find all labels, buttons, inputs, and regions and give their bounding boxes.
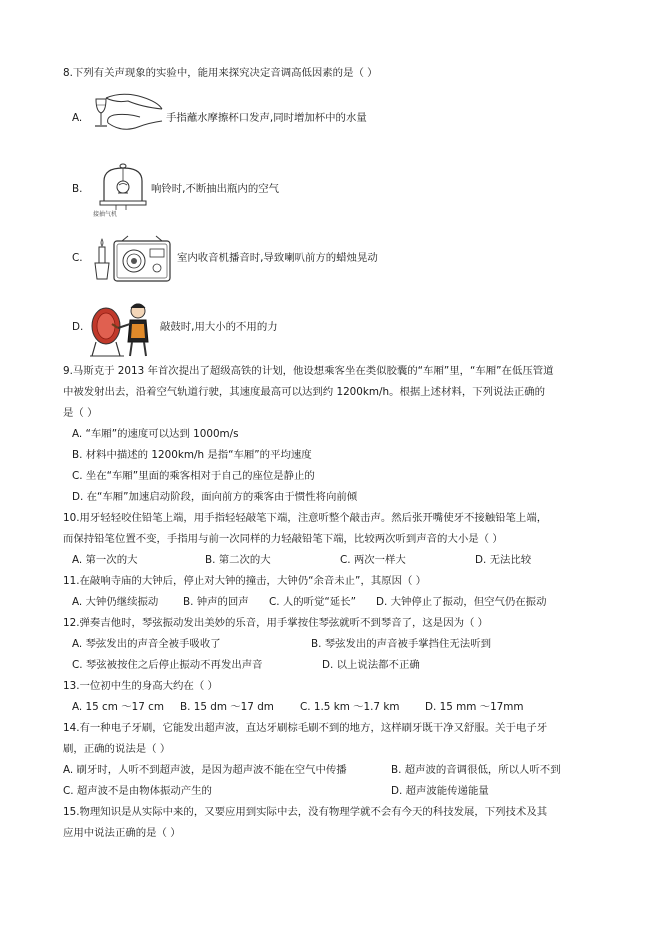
q12-option-a: A. 琴弦发出的声音全被手吸收了 [72, 638, 221, 650]
q10-option-d: D. 无法比较 [475, 554, 532, 566]
q9-option-a: A. “车厢”的速度可以达到 1000m/s [72, 428, 239, 440]
q9-option-c: C. 坐在“车厢”里面的乘客相对于自己的座位是静止的 [72, 470, 315, 482]
q11-option-c: C. 人的听觉“延长” [269, 596, 356, 608]
q9-stem-line-1: 9.马斯克于 2013 年首次提出了超级高铁的计划，他设想乘客坐在类似胶囊的“车厢”里，“车厢”在低压管道 [63, 365, 554, 377]
q9-option-d: D. 在“车厢”加速启动阶段，面向前方的乘客由于惯性将向前倾 [72, 491, 358, 503]
q13-option-a: A. 15 cm ～17 cm [72, 701, 164, 713]
q8-stem: 8.下列有关声现象的实验中，能用来探究决定音调高低因素的是（ ） [63, 67, 378, 79]
q13-option-b: B. 15 dm ～17 dm [180, 701, 274, 713]
q10-stem-line-2: 而保持铅笔位置不变，手指用与前一次同样的力轻敲铅笔下端，比较两次听到声音的大小是（ ） [63, 533, 503, 545]
q11-option-a: A. 大钟仍继续振动 [72, 596, 159, 608]
q14-option-c: C. 超声波不是由物体振动产生的 [63, 785, 212, 797]
q8-option-c-text: 室内收音机播音时,导致喇叭前方的蜡烛晃动 [177, 252, 378, 264]
bell-jar-caption: 接抽气机 [93, 211, 118, 218]
bell-jar-icon [96, 163, 150, 213]
radio-candle-icon [92, 235, 172, 283]
q8-option-b-letter: B. [72, 183, 83, 195]
q15-stem-line-1: 15.物理知识是从实际中来的，又要应用到实际中去，没有物理学就不会有今天的科技发展，下列技术及其 [63, 806, 548, 818]
q14-option-b: B. 超声波的音调很低，所以人听不到 [391, 764, 561, 776]
q12-stem: 12.弹奏吉他时，琴弦振动发出美妙的乐音，用手掌按住琴弦就听不到琴音了，这是因为（ ） [63, 617, 489, 629]
q9-stem-line-3: 是（ ） [63, 407, 98, 419]
q12-option-c: C. 琴弦被按住之后停止振动不再发出声音 [72, 659, 263, 671]
q12-option-b: B. 琴弦发出的声音被手掌挡住无法听到 [311, 638, 491, 650]
q8-option-b-text: 响铃时,不断抽出瓶内的空气 [151, 183, 279, 195]
q11-option-d: D. 大钟停止了振动，但空气仍在振动 [376, 596, 547, 608]
q10-option-c: C. 两次一样大 [340, 554, 406, 566]
q9-stem-line-2: 中被发射出去，沿着空气轨道行驶，其速度最高可以达到约 1200km/h。根据上述材料，下列说法正确的 [63, 386, 545, 398]
q10-option-a: A. 第一次的大 [72, 554, 138, 566]
q12-option-d: D. 以上说法都不正确 [322, 659, 420, 671]
drummer-icon [88, 300, 158, 358]
q14-stem-line-1: 14.有一种电子牙刷，它能发出超声波，直达牙刷棕毛刷不到的地方，这样刷牙既干净又舒服。关于电子牙 [63, 722, 548, 734]
q8-option-d-letter: D. [72, 321, 84, 333]
q14-option-a: A. 刷牙时，人听不到超声波，是因为超声波不能在空气中传播 [63, 764, 347, 776]
q14-option-d: D. 超声波能传递能量 [391, 785, 489, 797]
wine-glass-hand-icon [92, 93, 164, 141]
q10-option-b: B. 第二次的大 [205, 554, 271, 566]
q13-option-d: D. 15 mm ～17mm [425, 701, 524, 713]
q9-option-b: B. 材料中描述的 1200km/h 是指“车厢”的平均速度 [72, 449, 312, 461]
q13-stem: 13.一位初中生的身高大约在（ ） [63, 680, 218, 692]
q8-option-a-text: 手指蘸水摩擦杯口发声,同时增加杯中的水量 [166, 112, 367, 124]
q14-stem-line-2: 刷，正确的说法是（ ） [63, 743, 171, 755]
q8-option-d-text: 敲鼓时,用大小的不用的力 [160, 321, 278, 333]
q8-option-a-letter: A. [72, 112, 83, 124]
q15-stem-line-2: 应用中说法正确的是（ ） [63, 827, 181, 839]
q13-option-c: C. 1.5 km ～1.7 km [300, 701, 400, 713]
q11-stem: 11.在敲响寺庙的大钟后，停止对大钟的撞击，大钟仍“余音未止”，其原因（ ） [63, 575, 427, 587]
q11-option-b: B. 钟声的回声 [183, 596, 249, 608]
q8-option-c-letter: C. [72, 252, 83, 264]
q10-stem-line-1: 10.用牙轻轻咬住铅笔上端，用手指轻轻敲笔下端，注意听整个敲击声。然后张开嘴使牙不接触铅笔上端， [63, 512, 548, 524]
